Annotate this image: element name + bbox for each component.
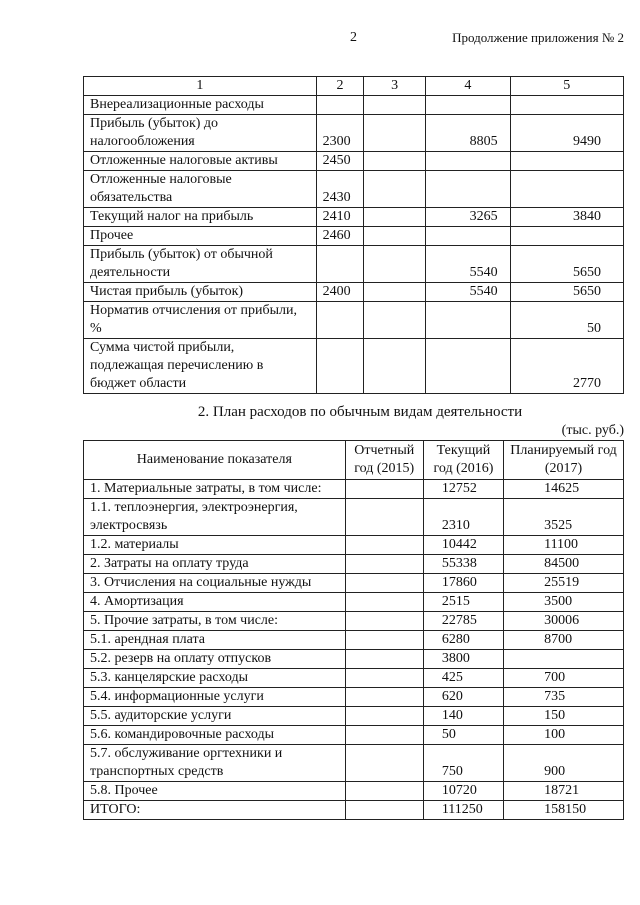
cell-value xyxy=(345,631,423,650)
table-row xyxy=(84,499,624,536)
cell-value xyxy=(345,536,423,555)
table-header-row xyxy=(84,441,624,480)
table-row xyxy=(84,745,624,782)
cell-value xyxy=(364,171,426,208)
row-label: 5.3. канцелярские расходы xyxy=(84,669,346,688)
cell-value xyxy=(345,669,423,688)
table-row xyxy=(84,480,624,499)
cell-value: 9490 xyxy=(510,115,623,152)
cell-value xyxy=(364,227,426,246)
cell-value xyxy=(345,480,423,499)
financial-results-table xyxy=(83,76,624,394)
table-row xyxy=(84,208,624,227)
row-label: Отложенные налоговые обязательства xyxy=(84,171,317,208)
table-body xyxy=(84,96,624,394)
row-label: ИТОГО: xyxy=(84,801,346,820)
cell-value xyxy=(345,612,423,631)
cell-value: 5650 xyxy=(510,246,623,283)
row-label: 1. Материальные затраты, в том числе: xyxy=(84,480,346,499)
table-row xyxy=(84,650,624,669)
cell-value xyxy=(316,302,364,339)
row-label: 1.1. теплоэнергия, электроэнергия, электросвязь xyxy=(84,499,346,536)
table-row xyxy=(84,688,624,707)
cell-value: 2460 xyxy=(316,227,364,246)
row-label: Прибыль (убыток) от обычной деятельности xyxy=(84,246,317,283)
cell-value: 2770 xyxy=(510,339,623,394)
cell-value: 2410 xyxy=(316,208,364,227)
cell-value: 150 xyxy=(504,707,624,726)
cell-value: 3800 xyxy=(423,650,503,669)
cell-value xyxy=(510,227,623,246)
table-row xyxy=(84,801,624,820)
page-number: 2 xyxy=(350,30,357,45)
row-label: 5. Прочие затраты, в том числе: xyxy=(84,612,346,631)
table-row xyxy=(84,227,624,246)
cell-value: 140 xyxy=(423,707,503,726)
table-row xyxy=(84,574,624,593)
table-row xyxy=(84,612,624,631)
expense-plan-table xyxy=(83,440,624,820)
cell-value xyxy=(345,593,423,612)
row-label: 5.6. командировочные расходы xyxy=(84,726,346,745)
cell-value: 30006 xyxy=(504,612,624,631)
table-row xyxy=(84,96,624,115)
cell-value xyxy=(510,171,623,208)
cell-value xyxy=(426,171,511,208)
cell-value: 8805 xyxy=(426,115,511,152)
row-label: 1.2. материалы xyxy=(84,536,346,555)
column-header: Отчетный год (2015) xyxy=(345,441,423,480)
table-row xyxy=(84,726,624,745)
cell-value xyxy=(426,96,511,115)
cell-value xyxy=(345,745,423,782)
row-label: Текущий налог на прибыль xyxy=(84,208,317,227)
cell-value xyxy=(345,782,423,801)
cell-value xyxy=(345,688,423,707)
cell-value xyxy=(345,801,423,820)
cell-value: 2515 xyxy=(423,593,503,612)
cell-value: 84500 xyxy=(504,555,624,574)
cell-value: 2400 xyxy=(316,283,364,302)
cell-value: 700 xyxy=(504,669,624,688)
cell-value: 3525 xyxy=(504,499,624,536)
cell-value: 14625 xyxy=(504,480,624,499)
row-label: 3. Отчисления на социальные нужды xyxy=(84,574,346,593)
cell-value xyxy=(345,499,423,536)
table-row xyxy=(84,283,624,302)
cell-value xyxy=(345,650,423,669)
cell-value xyxy=(345,574,423,593)
table-row xyxy=(84,669,624,688)
cell-value xyxy=(504,650,624,669)
cell-value xyxy=(510,152,623,171)
cell-value: 17860 xyxy=(423,574,503,593)
cell-value: 3500 xyxy=(504,593,624,612)
cell-value xyxy=(364,152,426,171)
cell-value xyxy=(316,246,364,283)
cell-value xyxy=(345,555,423,574)
cell-value xyxy=(364,339,426,394)
cell-value: 11100 xyxy=(504,536,624,555)
cell-value: 55338 xyxy=(423,555,503,574)
cell-value: 735 xyxy=(504,688,624,707)
cell-value: 3265 xyxy=(426,208,511,227)
cell-value: 111250 xyxy=(423,801,503,820)
cell-value: 3840 xyxy=(510,208,623,227)
cell-value xyxy=(345,707,423,726)
cell-value xyxy=(364,302,426,339)
cell-value: 5540 xyxy=(426,283,511,302)
row-label: 5.2. резерв на оплату отпусков xyxy=(84,650,346,669)
cell-value: 6280 xyxy=(423,631,503,650)
cell-value: 2300 xyxy=(316,115,364,152)
column-header: 4 xyxy=(426,77,511,96)
cell-value xyxy=(364,246,426,283)
row-label: 5.1. арендная плата xyxy=(84,631,346,650)
row-label: Отложенные налоговые активы xyxy=(84,152,317,171)
cell-value: 5650 xyxy=(510,283,623,302)
cell-value xyxy=(426,339,511,394)
cell-value: 10442 xyxy=(423,536,503,555)
cell-value: 12752 xyxy=(423,480,503,499)
table-row xyxy=(84,593,624,612)
table-row xyxy=(84,246,624,283)
cell-value: 158150 xyxy=(504,801,624,820)
row-label: Чистая прибыль (убыток) xyxy=(84,283,317,302)
cell-value xyxy=(426,227,511,246)
cell-value xyxy=(316,339,364,394)
table-body xyxy=(84,480,624,820)
column-header: Планируемый год (2017) xyxy=(504,441,624,480)
cell-value: 10720 xyxy=(423,782,503,801)
section-title: 2. План расходов по обычным видам деятельности xyxy=(197,404,523,420)
table-row xyxy=(84,707,624,726)
table-row xyxy=(84,631,624,650)
cell-value: 50 xyxy=(423,726,503,745)
row-label: 2. Затраты на оплату труда xyxy=(84,555,346,574)
table-header-row xyxy=(84,77,624,96)
cell-value: 22785 xyxy=(423,612,503,631)
cell-value xyxy=(426,302,511,339)
cell-value xyxy=(364,283,426,302)
row-label: 4. Амортизация xyxy=(84,593,346,612)
cell-value: 900 xyxy=(504,745,624,782)
row-label: 5.4. информационные услуги xyxy=(84,688,346,707)
row-label: Норматив отчисления от прибыли, % xyxy=(84,302,317,339)
cell-value: 2430 xyxy=(316,171,364,208)
cell-value xyxy=(364,208,426,227)
cell-value: 100 xyxy=(504,726,624,745)
appendix-note: Продолжение приложения № 2 xyxy=(452,30,624,45)
column-header: Наименование показателя xyxy=(84,441,346,480)
table-row xyxy=(84,302,624,339)
cell-value: 2450 xyxy=(316,152,364,171)
row-label: Сумма чистой прибыли, подлежащая перечислению в бюджет области xyxy=(84,339,317,394)
row-label: Прибыль (убыток) до налогообложения xyxy=(84,115,317,152)
cell-value: 620 xyxy=(423,688,503,707)
cell-value xyxy=(316,96,364,115)
units-label: (тыс. руб.) xyxy=(561,423,624,438)
cell-value xyxy=(364,115,426,152)
cell-value: 425 xyxy=(423,669,503,688)
cell-value: 5540 xyxy=(426,246,511,283)
row-label: Внереализационные расходы xyxy=(84,96,317,115)
cell-value: 18721 xyxy=(504,782,624,801)
column-header: 1 xyxy=(84,77,317,96)
column-header: 3 xyxy=(364,77,426,96)
table-row xyxy=(84,171,624,208)
column-header: 2 xyxy=(316,77,364,96)
row-label: 5.7. обслуживание оргтехники и транспортных средств xyxy=(84,745,346,782)
table-row xyxy=(84,152,624,171)
cell-value: 750 xyxy=(423,745,503,782)
table-row xyxy=(84,782,624,801)
table-row xyxy=(84,536,624,555)
cell-value: 25519 xyxy=(504,574,624,593)
cell-value xyxy=(345,726,423,745)
table-row xyxy=(84,115,624,152)
cell-value: 8700 xyxy=(504,631,624,650)
column-header: Текущий год (2016) xyxy=(423,441,503,480)
cell-value xyxy=(426,152,511,171)
row-label: 5.5. аудиторские услуги xyxy=(84,707,346,726)
table-row xyxy=(84,339,624,394)
table-row xyxy=(84,555,624,574)
cell-value xyxy=(364,96,426,115)
cell-value xyxy=(510,96,623,115)
cell-value: 50 xyxy=(510,302,623,339)
row-label: 5.8. Прочее xyxy=(84,782,346,801)
row-label: Прочее xyxy=(84,227,317,246)
cell-value: 2310 xyxy=(423,499,503,536)
column-header: 5 xyxy=(510,77,623,96)
